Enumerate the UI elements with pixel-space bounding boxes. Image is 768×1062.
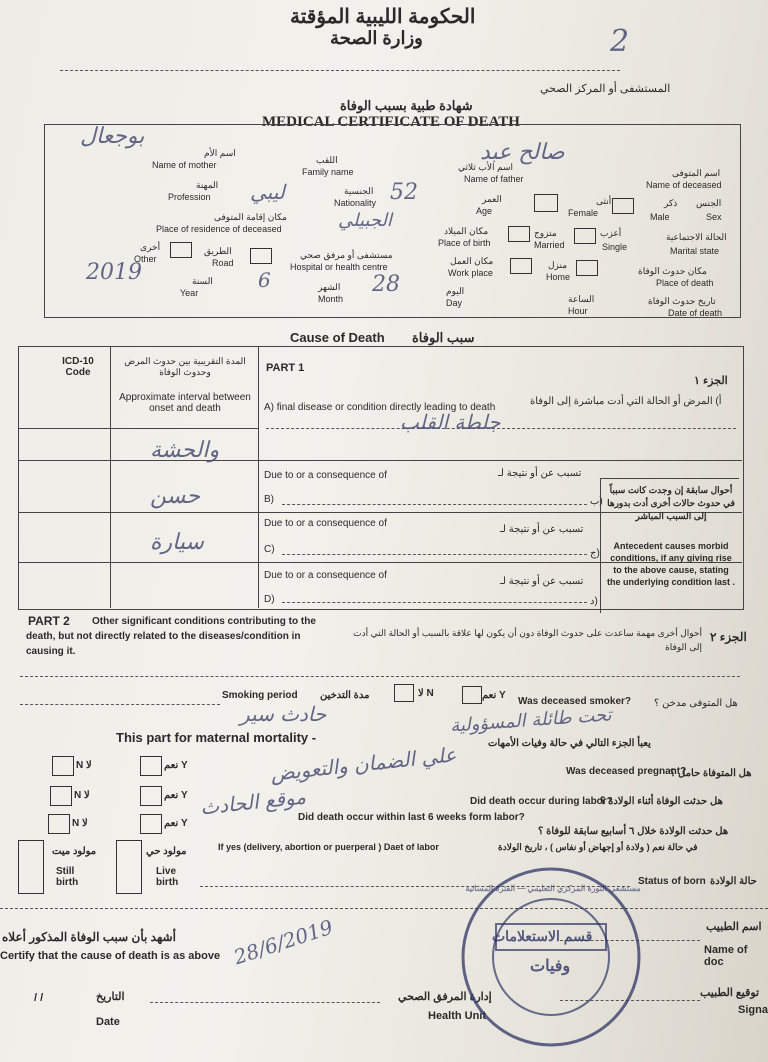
- hw-father: صالح عبد: [480, 140, 565, 165]
- label-other-en: Other: [134, 254, 157, 264]
- label-single-ar: أعزب: [600, 228, 622, 238]
- due-c-ar: تسبب عن أو نتيجة لـ: [500, 524, 584, 535]
- government-title: الحكومة الليبية المؤقتة: [290, 6, 476, 28]
- label-married-en: Married: [534, 240, 565, 250]
- hw-age: 52: [390, 180, 418, 205]
- unit-label-ar: إدارة المرفق الصحي: [398, 991, 492, 1003]
- label-other-ar: أخرى: [140, 242, 161, 252]
- date-line: [150, 1002, 380, 1003]
- b-line: [282, 504, 587, 505]
- label-profession-en: Profession: [168, 192, 211, 202]
- label-day-en: Day: [446, 298, 463, 308]
- cause-a-line: [266, 428, 736, 429]
- label-hospital-ar: مستشفى أو مرفق صحي: [300, 250, 393, 260]
- checkbox-labor-no[interactable]: [50, 786, 72, 806]
- hw-note-1: تحت طائلة المسؤولية: [449, 704, 613, 737]
- checkbox-hospital[interactable]: [250, 248, 272, 264]
- cause-title-ar: سبب الوفاة: [412, 330, 475, 345]
- certificate-title-en: MEDICAL CERTIFICATE OF DEATH: [262, 114, 520, 130]
- label-nationality-ar: الجنسية: [344, 186, 374, 196]
- label-male-ar: ذكر: [664, 198, 678, 208]
- hw-mother: بوجعال: [80, 124, 145, 149]
- labor-yes-label: نعم Y: [164, 790, 188, 801]
- label-family-ar: اللقب: [316, 155, 338, 165]
- pregnant-q-ar: هل المتوفاة حامل ؟: [670, 768, 752, 779]
- checkbox-smoker-no[interactable]: [394, 684, 414, 702]
- due-b-ar: تسبب عن أو نتيجة لـ: [498, 468, 582, 479]
- certify-en: Certify that the cause of death is as above: [0, 950, 221, 962]
- footer-top-line: [0, 908, 768, 909]
- pregnant-no-label: N لا: [76, 760, 92, 771]
- label-hour-ar: الساعة: [568, 294, 595, 304]
- label-month-ar: الشهر: [318, 282, 341, 292]
- due-d-ar: تسبب عن أو نتيجة لـ: [500, 576, 584, 587]
- label-mother-ar: اسم الأم: [204, 148, 236, 158]
- due-c-en: Due to or a consequence of: [264, 518, 387, 529]
- label-sex-ar: الجنس: [696, 198, 722, 208]
- label-residence-en: Place of residence of deceased: [156, 224, 282, 234]
- part2-text-ar: أحوال أخرى مهمة ساعدت على حدوث الوفاة دون أن يكون لها علاقة بالسبب أو الحالة التي أدت إلى الوفاة: [353, 628, 702, 652]
- part2-label: PART 2: [28, 614, 70, 628]
- sign-label-ar: توقيع الطبيب: [700, 987, 760, 999]
- antecedent-ar: أحوال سابقة إن وجدت كانت سبباً في حدوث حالات أخرى أدت بدورها إلى السبب المباشر: [607, 485, 735, 521]
- weeks-q-ar: هل حدثت الولادة خلال ٦ أسابيع سابقة للوفاة ؟: [538, 826, 729, 837]
- status-born-ar: حالة الولادة: [710, 876, 757, 887]
- doctor-label-en: Name of doc: [704, 944, 748, 968]
- d-label-ar: د): [590, 596, 598, 607]
- stamp-ring-text: مستشفى الثورة المركزي التعليمي — الفترة المسائية: [465, 884, 641, 893]
- cause-a-en: A) final disease or condition directly leading to death: [264, 402, 496, 413]
- hw-day: 28: [372, 272, 400, 297]
- live-birth-en: Live birth: [156, 866, 179, 888]
- d-label: D): [264, 594, 275, 605]
- checkbox-weeks-yes[interactable]: [140, 814, 162, 834]
- date-label-ar: التاريخ: [96, 991, 125, 1003]
- label-work-en: Work place: [448, 268, 493, 278]
- unit-label-en: Health Unit: [428, 1010, 487, 1022]
- checkbox-still-birth[interactable]: [18, 840, 44, 894]
- row-divider-2: [18, 460, 742, 461]
- col-divider-1: [110, 346, 111, 608]
- icd-label: ICD-10 Code: [62, 356, 94, 378]
- still-birth-ar: مولود ميت: [52, 846, 97, 857]
- part1-label: PART 1: [266, 362, 305, 374]
- interval-ar: المدة التقريبية بين حدوث المرض وحدوث الوفاة: [124, 356, 246, 377]
- b-label: B): [264, 494, 274, 505]
- label-single-en: Single: [602, 242, 628, 252]
- label-mother-en: Name of mother: [152, 160, 217, 170]
- label-birthplace-ar: مكان الميلاد: [444, 226, 489, 236]
- label-work-ar: مكان العمل: [450, 256, 494, 266]
- label-year-en: Year: [180, 288, 199, 298]
- checkbox-married[interactable]: [508, 226, 530, 242]
- pregnant-q-en: Was deceased pregnant?: [566, 766, 687, 777]
- weeks-yes-label: نعم Y: [164, 818, 188, 829]
- label-deceased-ar: اسم المتوفى: [672, 168, 721, 178]
- ifyes-en: If yes (delivery, abortion or puerperal ) Daet of labor: [218, 842, 439, 852]
- interval-en: Approximate interval between onset and death: [119, 392, 251, 414]
- label-female-ar: أنثى: [596, 196, 612, 206]
- stamp-line-2: وفيات: [530, 958, 571, 975]
- live-birth-ar: مولود حي: [146, 846, 187, 857]
- still-birth-en: Still birth: [56, 866, 79, 888]
- part2-text-en: Other significant conditions contributing to the death, but not directly related to the diseases/condition in causing it.: [26, 616, 316, 657]
- sign-label-en: Signa: [738, 1004, 768, 1016]
- c-label-ar: ج): [590, 548, 600, 559]
- antecedent-en: Antecedent causes morbid conditions, if any giving rise to the above cause, stating the underlying condition last .: [606, 541, 735, 587]
- label-marital-en: Marital state: [670, 246, 720, 256]
- checkbox-road[interactable]: [170, 242, 192, 258]
- weeks-q-en: Did death occur within last 6 weeks form labor?: [298, 812, 525, 823]
- checkbox-smoker-yes[interactable]: [462, 686, 482, 704]
- certify-ar: أشهد بأن سبب الوفاة المذكور أعلاه: [2, 930, 176, 944]
- hw-note-2: علي الضمان والتعويض: [269, 742, 458, 786]
- label-place-death-en: Place of death: [656, 278, 714, 288]
- hw-interval-1: والحشة: [150, 438, 220, 463]
- hw-year: 2019: [86, 260, 142, 285]
- checkbox-weeks-no[interactable]: [48, 814, 70, 834]
- ministry-title: وزارة الصحة: [330, 28, 423, 48]
- hw-interval-2: حسن: [150, 484, 200, 509]
- label-profession-ar: المهنة: [196, 180, 219, 190]
- cause-title-en: Cause of Death: [290, 330, 385, 345]
- part2-line: [20, 676, 740, 677]
- d-line: [282, 602, 587, 603]
- part2-label-ar: الجزء ٢: [710, 630, 747, 644]
- label-father-ar: اسم الأب ثلاثي: [458, 162, 514, 172]
- hw-sig-date: 28/6/2019: [230, 914, 336, 970]
- label-age-en: Age: [476, 206, 493, 216]
- label-road-ar: الطريق: [204, 246, 232, 256]
- hw-nationality: ليبي: [250, 180, 285, 204]
- label-place-death-ar: مكان حدوث الوفاة: [638, 266, 707, 276]
- label-deceased-en: Name of deceased: [646, 180, 722, 190]
- stamp-line-1: قسم الاستعلامات: [492, 928, 593, 944]
- label-residence-ar: مكان إقامة المتوفى: [214, 212, 287, 222]
- smoking-line: [20, 704, 220, 705]
- smoker-yes-label: نعم Y: [482, 690, 506, 701]
- hw-month: 6: [258, 268, 271, 292]
- pregnant-yes-label: نعم Y: [164, 760, 188, 771]
- hospital-line: [60, 70, 620, 71]
- checkbox-work[interactable]: [510, 258, 532, 274]
- smoker-q-en: Was deceased smoker?: [518, 696, 632, 707]
- date-slashes: / /: [34, 992, 44, 1004]
- due-b-en: Due to or a consequence of: [264, 470, 387, 481]
- part1-label-ar: الجزء ١: [694, 375, 728, 387]
- checkbox-single[interactable]: [574, 228, 596, 244]
- labor-q-en: Did death occur during labor?: [470, 796, 613, 807]
- hw-interval-3: سيارة: [150, 530, 204, 555]
- smoker-q-ar: هل المتوفى مدخن ؟: [654, 698, 738, 709]
- c-label: C): [264, 544, 275, 555]
- maternal-title-en: This part for maternal mortality -: [116, 730, 317, 745]
- label-year-ar: السنة: [192, 276, 213, 286]
- certificate-title-ar: شهادة طبية بسبب الوفاة: [340, 98, 473, 113]
- due-d-en: Due to or a consequence of: [264, 570, 387, 581]
- label-father-en: Name of father: [464, 174, 524, 184]
- label-age-ar: العمر: [482, 194, 502, 204]
- checkbox-pregnant-yes[interactable]: [140, 756, 162, 776]
- label-home-ar: منزل: [548, 260, 568, 270]
- label-road-en: Road: [212, 258, 234, 268]
- label-month-en: Month: [318, 294, 344, 304]
- c-line: [282, 554, 587, 555]
- checkbox-female[interactable]: [534, 194, 558, 212]
- hw-note-3: موقع الحادث: [199, 784, 307, 820]
- hw-cause-a: جلطة القلب: [400, 410, 501, 434]
- weeks-no-label: N لا: [72, 818, 88, 829]
- label-nationality-en: Nationality: [334, 198, 377, 208]
- status-born-en: Status of born: [638, 876, 706, 887]
- label-married-ar: متزوج: [534, 228, 557, 238]
- ifyes-ar: في حالة نعم ( ولادة أو إجهاض أو نفاس ) ، تاريخ الولادة: [498, 842, 698, 852]
- hospital-label: المستشفى أو المركز الصحي: [540, 83, 671, 95]
- label-family-en: Family name: [302, 167, 354, 177]
- smoking-period-en: Smoking period: [222, 690, 298, 701]
- hw-corner-mark: 2: [610, 24, 630, 59]
- checkbox-pregnant-no[interactable]: [52, 756, 74, 776]
- label-day-ar: اليوم: [446, 286, 465, 296]
- doctor-label-ar: اسم الطبيب: [706, 921, 762, 933]
- hw-residence: الجبيلي: [338, 210, 392, 231]
- label-home-en: Home: [546, 272, 571, 282]
- label-male-en: Male: [650, 212, 670, 222]
- label-hospital-en: Hospital or health centre: [290, 262, 388, 272]
- label-marital-ar: الحالة الاجتماعية: [666, 232, 727, 242]
- cause-a-ar: أ) المرض أو الحالة التي أدت مباشرة إلى الوفاة: [530, 396, 722, 407]
- b-label-ar: ب): [590, 496, 603, 507]
- col-divider-2: [258, 346, 259, 608]
- hw-smoke-note: حادث سير: [240, 702, 327, 726]
- checkbox-home[interactable]: [576, 260, 598, 276]
- label-date-death-ar: تاريخ حدوث الوفاة: [648, 296, 716, 306]
- checkbox-labor-yes[interactable]: [140, 786, 162, 806]
- label-female-en: Female: [568, 208, 599, 218]
- maternal-title-ar: يعبأ الجزء التالي في حالة وفيات الأمهات: [488, 738, 651, 749]
- checkbox-male[interactable]: [612, 198, 634, 214]
- smoking-period-ar: مدة التدخين: [320, 690, 370, 701]
- checkbox-live-birth[interactable]: [116, 840, 142, 894]
- label-sex-en: Sex: [706, 212, 722, 222]
- label-birthplace-en: Place of birth: [438, 238, 491, 248]
- smoker-no-label: لا N: [418, 688, 434, 699]
- date-label-en: Date: [96, 1016, 120, 1028]
- labor-no-label: N لا: [74, 790, 90, 801]
- labor-q-ar: هل حدثت الوفاة أثناء الولادة ؟: [600, 796, 723, 807]
- label-hour-en: Hour: [568, 306, 588, 316]
- row-divider-1: [18, 428, 258, 429]
- label-date-death-en: Date of death: [668, 308, 723, 318]
